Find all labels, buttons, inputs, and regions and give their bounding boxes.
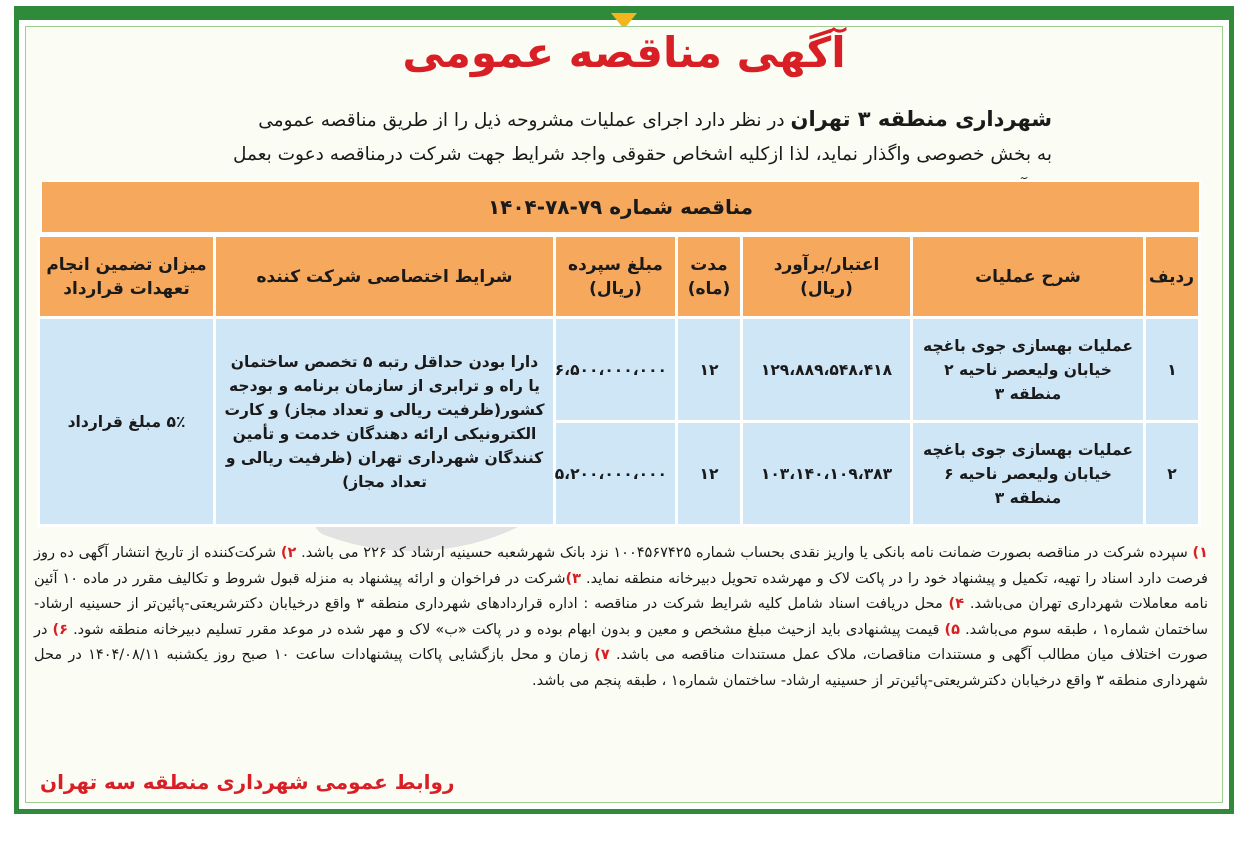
term-text: قیمت پیشنهادی باید ازحیث مبلغ مشخص و معین و بدون ابهام بوده و در پاکت «ب» لاک و مهر شده در موعد مقرر تسلیم دبیرخانه منطقه شود. — [73, 621, 945, 638]
intro-line1: در نظر دارد اجرای عملیات مشروحه ذیل را از طریق مناقصه عمومی — [258, 110, 791, 131]
row-duration: ۱۲ — [677, 318, 742, 422]
guarantee-cell: ۵٪ مبلغ قرارداد — [39, 318, 215, 526]
tender-table — [40, 180, 1201, 528]
header-description: شرح عملیات — [912, 236, 1145, 318]
header-budget: اعتبار/برآورد (ریال) — [742, 236, 912, 318]
table-row — [39, 318, 1200, 422]
header-row-number: ردیف — [1145, 236, 1200, 318]
notice-title: آگهی مناقصه عمومی — [402, 28, 846, 77]
term-number: ۱) — [1192, 545, 1208, 561]
row-deposit: ۶،۵۰۰،۰۰۰،۰۰۰ — [555, 318, 677, 422]
row-description: عملیات بهسازی جوی باغچه خیابان ولیعصر ناحیه ۶ منطقه ۳ — [912, 422, 1145, 526]
term-text: شرکت‌کننده از تاریخ انتشار آگهی ده روز فرصت دارد اسناد را تهیه، تکمیل و پیشنهاد خود را در پاکت لاک و مهرشده تحویل دبیرخانه منطقه نماید. — [34, 545, 1208, 587]
term-text: زمان و محل بازگشایی پاکات پیشنهادات ساعت ۱۰ صبح روز یکشنبه ۱۴۰۴/۰۸/۱۱ در محل شهرداری منطقه ۳ واقع درخیابان دکترشریعتی-پائین‌تر از حسینیه ارشاد- ساختمان شماره۱ ، طبقه پنجم می باشد. — [34, 647, 1208, 689]
term-text: سپرده شرکت در مناقصه بصورت ضمانت نامه بانکی یا واریز نقدی بحساب شماره ۱۰۰۴۵۶۷۴۲۵ نزد بانک شهرشعبه حسینیه ارشاد کد ۲۲۶ می باشد. — [296, 545, 1193, 561]
term-number: ۲) — [280, 545, 297, 561]
tender-grid — [37, 234, 1201, 527]
header-row — [39, 236, 1200, 318]
term-number: ۳) — [565, 570, 582, 587]
row-budget: ۱۲۹،۸۸۹،۵۴۸،۴۱۸ — [742, 318, 912, 422]
header-guarantee: میزان تضمین انجام تعهدات قرارداد — [39, 236, 215, 318]
row-budget: ۱۰۳،۱۴۰،۱۰۹،۳۸۳ — [742, 422, 912, 526]
term-number: ۷) — [594, 647, 610, 663]
tender-number: مناقصه شماره ۷۹-۷۸-۱۴۰۴ — [40, 180, 1201, 234]
term-text: شرکت در فراخوان و ارائه پیشنهاد به منزله قبول شروط و تکالیف مقرر در ماده ۱۰ آئین نامه معاملات شهرداری تهران می‌باشد. — [34, 570, 1208, 612]
intro-municipality: شهرداری منطقه ۳ تهران — [790, 107, 1052, 131]
row-number: ۱ — [1145, 318, 1200, 422]
row-number: ۲ — [1145, 422, 1200, 526]
header-conditions: شرایط اختصاصی شرکت کننده — [215, 236, 555, 318]
row-duration: ۱۲ — [677, 422, 742, 526]
row-deposit: ۵،۲۰۰،۰۰۰،۰۰۰ — [555, 422, 677, 526]
header-duration: مدت (ماه) — [677, 236, 742, 318]
header-deposit: مبلغ سپرده (ریال) — [555, 236, 677, 318]
term-text: در صورت اختلاف میان مطالب آگهی و مستندات مناقصات، ملاک عمل مستندات مناقصه می باشد. — [34, 621, 1208, 663]
term-text: محل دریافت اسناد شامل کلیه شرایط شرکت در مناقصه : اداره قراردادهای شهرداری منطقه ۳ واقع درخیابان دکترشریعتی-پائین‌تر از حسینیه ارشاد- ساختمان شماره۱ ، طبقه سوم می‌باشد. — [34, 596, 1209, 638]
footer-public-relations: روابط عمومی شهرداری منطقه سه تهران — [40, 770, 455, 794]
term-number: ۵) — [944, 621, 961, 638]
intro-line2: به بخش خصوصی واگذار نماید، لذا ازکلیه اشخاص حقوقی واجد شرایط جهت شرکت درمناقصه دعوت بعمل — [232, 144, 1052, 165]
terms-section — [34, 541, 1208, 694]
term-number: ۶) — [52, 621, 69, 638]
conditions-cell: دارا بودن حداقل رتبه ۵ تخصص ساختمان یا راه و ترابری از سازمان برنامه و بودجه کشور(ظرفیت ریالی و تعداد مجاز) و کارت الکترونیکی ارائه دهندگان خدمت و تأمین کنندگان شهرداری تهران (ظرفیت ریالی و تعداد مجاز) — [215, 318, 555, 526]
term-number: ۴) — [948, 596, 965, 612]
row-description: عملیات بهسازی جوی باغچه خیابان ولیعصر ناحیه ۲ منطقه ۳ — [912, 318, 1145, 422]
